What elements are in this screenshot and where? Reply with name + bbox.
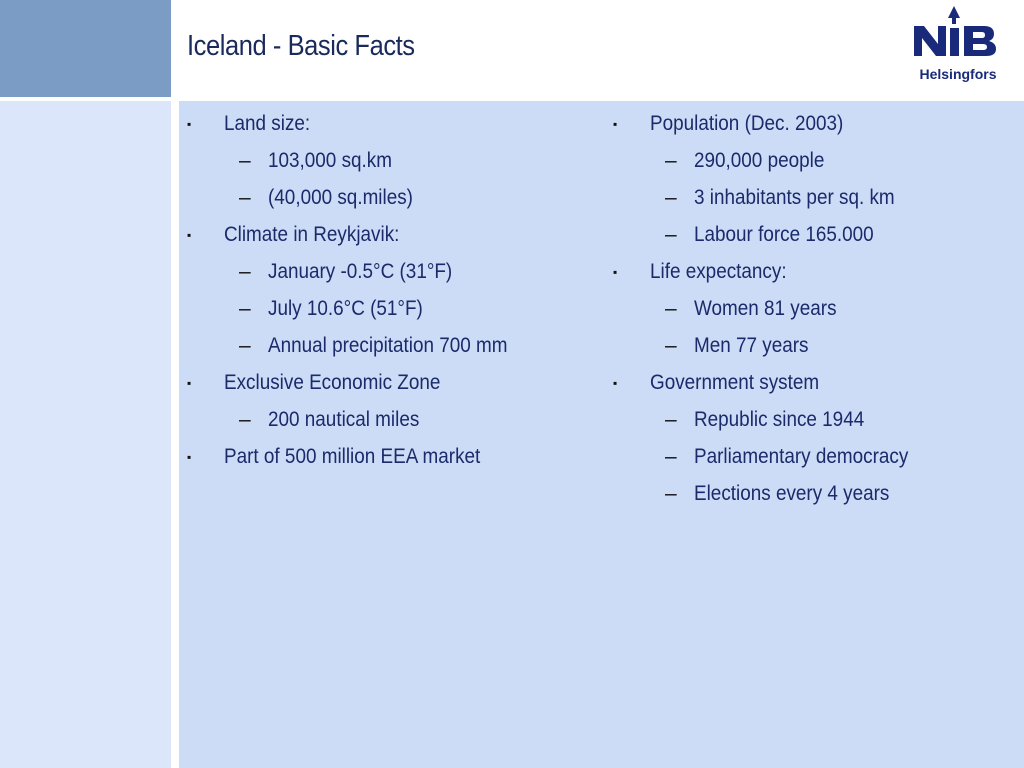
bullet-item (187, 222, 607, 259)
content-panel (179, 101, 1024, 768)
bullet-text: 200 nautical miles (268, 408, 420, 431)
bullet-text: Government system (650, 371, 820, 394)
dash-bullet-icon: – (239, 149, 251, 172)
bullet-item (187, 444, 607, 481)
bullet-item (187, 370, 607, 407)
sub-bullet-item (613, 407, 1024, 444)
square-bullet-icon: ▪ (187, 117, 192, 131)
bullet-item (187, 111, 607, 148)
sub-bullet-item (187, 148, 607, 185)
bullet-text: Elections every 4 years (694, 482, 890, 505)
bullet-text: Part of 500 million EEA market (224, 445, 481, 468)
left-side-band (0, 101, 171, 768)
bullet-text: Climate in Reykjavik: (224, 223, 400, 246)
right-bullet-column (613, 111, 1024, 518)
bullet-text: Life expectancy: (650, 260, 787, 283)
bullet-text: 103,000 sq.km (268, 149, 392, 172)
bullet-text: Population (Dec. 2003) (650, 112, 844, 135)
slide-title: Iceland - Basic Facts (187, 30, 415, 62)
dash-bullet-icon: – (239, 297, 251, 320)
dash-bullet-icon: – (665, 297, 677, 320)
logo-city-label: Helsingfors (919, 66, 997, 82)
dash-bullet-icon: – (665, 186, 677, 209)
bullet-text: 290,000 people (694, 149, 825, 172)
sub-bullet-item (613, 296, 1024, 333)
sub-bullet-item (187, 296, 607, 333)
left-bullet-column (187, 111, 607, 481)
sub-bullet-item (187, 185, 607, 222)
sub-bullet-item (187, 407, 607, 444)
square-bullet-icon: ▪ (613, 117, 618, 131)
dash-bullet-icon: – (665, 334, 677, 357)
bullet-text: Men 77 years (694, 334, 809, 357)
bullet-text: Parliamentary democracy (694, 445, 909, 468)
bullet-text: January -0.5°C (31°F) (268, 260, 453, 283)
nib-logo-icon (912, 4, 1004, 60)
bullet-text: 3 inhabitants per sq. km (694, 186, 895, 209)
bullet-text: Land size: (224, 112, 311, 135)
bullet-item (613, 259, 1024, 296)
bullet-text: Exclusive Economic Zone (224, 371, 441, 394)
dash-bullet-icon: – (665, 223, 677, 246)
bullet-item (613, 370, 1024, 407)
square-bullet-icon: ▪ (187, 376, 192, 390)
nib-logo (906, 4, 1016, 84)
dash-bullet-icon: – (665, 408, 677, 431)
dash-bullet-icon: – (239, 408, 251, 431)
bullet-text: Annual precipitation 700 mm (268, 334, 508, 357)
sub-bullet-item (613, 148, 1024, 185)
dash-bullet-icon: – (239, 260, 251, 283)
bullet-item (613, 111, 1024, 148)
sub-bullet-item (187, 333, 607, 370)
square-bullet-icon: ▪ (187, 228, 192, 242)
sub-bullet-item (187, 259, 607, 296)
bullet-text: Republic since 1944 (694, 408, 865, 431)
bullet-text: Labour force 165.000 (694, 223, 874, 246)
bullet-text: (40,000 sq.miles) (268, 186, 413, 209)
dash-bullet-icon: – (665, 445, 677, 468)
dash-bullet-icon: – (239, 334, 251, 357)
corner-accent-block (0, 0, 171, 97)
sub-bullet-item (613, 185, 1024, 222)
bullet-text: Women 81 years (694, 297, 837, 320)
sub-bullet-item (613, 444, 1024, 481)
bullet-text: July 10.6°C (51°F) (268, 297, 423, 320)
sub-bullet-item (613, 222, 1024, 259)
square-bullet-icon: ▪ (187, 450, 192, 464)
dash-bullet-icon: – (665, 482, 677, 505)
sub-bullet-item (613, 333, 1024, 370)
square-bullet-icon: ▪ (613, 376, 618, 390)
square-bullet-icon: ▪ (613, 265, 618, 279)
dash-bullet-icon: – (239, 186, 251, 209)
dash-bullet-icon: – (665, 149, 677, 172)
sub-bullet-item (613, 481, 1024, 518)
